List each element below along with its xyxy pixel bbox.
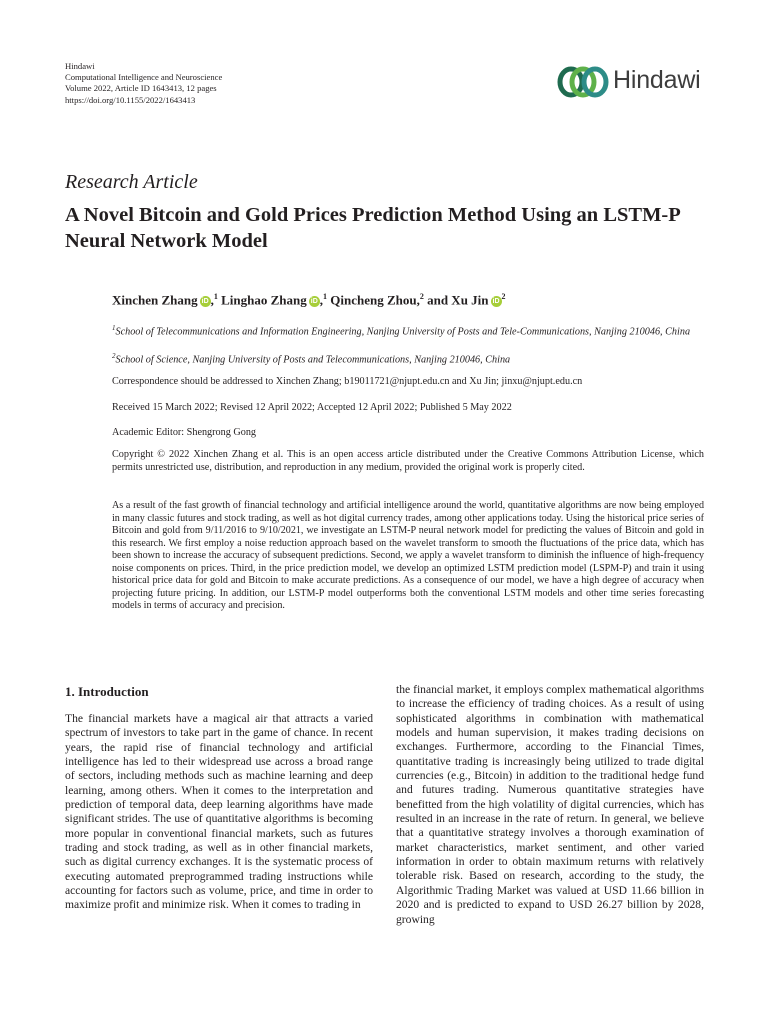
body-text-left-column: The financial markets have a magical air that attracts a varied spectrum of investors to take part in the game of chance. In recent years, the rapid rise of financial technology and artificial intelligence has led to their widespread use across a broad range of sectors, including methods such as machine learning and deep learning, among others. When it comes to the interpretation and prediction of temporal data, deep learning algorithms have made significant strides. The use of quantitative algorithms is becoming more popular in conventional financial markets, such as futures trading and stock trading, as well as in other financial markets, such as digital currency exchanges. It is the systematic process of executing automated preprogrammed trading instructions while accounting for factors such as volume, price, and time in order to maximize profit and minimize risk. When it comes to trading in [65,712,373,912]
affiliation: $^2$School of Science, Nanjing University of Posts and Telecommunications, Nanjing 210046, China [112,352,511,366]
author-affiliation-mark: 1 [323,292,327,301]
doi-link[interactable]: https://doi.org/10.1155/2022/1643413 [65,94,196,105]
author-name: Qincheng Zhou, [330,292,420,308]
article-type: Research Article [65,171,198,193]
body-text-right-column: the financial market, it employs complex mathematical algorithms to increase the efficiency of trading choices. As a result of using sophisticated algorithms in combination with mathematical models and human supervision, it makes trading decisions on exchanges. Furthermore, according to the Financial Times, quantitative trading is increasingly being utilized to trade digital currencies (e.g., Bitcoin) in addition to the traditional hedge fund and futures trading. Numerous quantitative strategies have benefitted from the high volatility of digital currencies, which has resulted in an increase in the rate of return. In general, we believe that a quantitative strategy involves a thorough examination of market characteristics, market sentiment, and other varied information in order to obtain maximum returns with relatively tolerable risk. Based on research, according to the study, the Algorithmic Trading Market was valued at USD 11.66 billion in 2020 and is predicted to expand to USD 26.27 billion by 2028, growing [396,683,704,926]
affiliation: $^1$School of Telecommunications and Information Engineering, Nanjing University of Posts and Tele-Communications, Nanjing 210046, China [112,324,691,338]
copyright-notice: Copyright © 2022 Xinchen Zhang et al. This is an open access article distributed under the Creative Commons Attribution License, which permits unrestricted use, distribution, and reproduction in any medium, provided the original work is properly cited. [112,449,704,474]
author-name: and Xu Jin [427,292,489,308]
correspondence: Correspondence should be addressed to Xinchen Zhang; b19011721@njupt.edu.cn and Xu Jin; jinxu@njupt.edu.cn [112,376,583,387]
journal-name: Computational Intelligence and Neuroscience [65,72,223,83]
author-affiliation-mark: 2 [501,292,506,301]
hindawi-logo-icon [557,63,613,101]
volume-info: Volume 2022, Article ID 1643413, 12 pages [65,83,217,94]
section-heading: 1. Introduction [65,684,149,699]
orcid-icon[interactable]: iD [310,298,318,306]
publication-dates: Received 15 March 2022; Revised 12 April 2022; Accepted 12 April 2022; Published 5 May 2022 [112,402,512,413]
orcid-icon[interactable]: iD [492,298,500,306]
publisher-name: Hindawi [65,61,95,71]
paper-title: A Novel Bitcoin and Gold Prices Prediction Method Using an LSTM-P Neural Network Model [65,204,680,252]
journal-meta [65,61,222,106]
orcid-icon[interactable]: iD [201,298,209,306]
logo-text: Hindawi [613,66,701,94]
academic-editor: Academic Editor: Shengrong Gong [112,427,257,438]
author-name: Linghao Zhang [221,292,307,308]
author-affiliation-mark: 2 [419,292,424,301]
author-list: Xinchen Zhang iD ,$^1$ Linghao Zhang iD ,$^1$ Qincheng Zhou,$^2$ and Xu Jin $iD^2$ [112,292,506,308]
abstract: As a result of the fast growth of financial technology and artificial intelligence around the world, quantitative algorithms are now being employed in many classic futures and stock trading, as well as hot digital currency trades, among other applications today. Using the historical price series of Bitcoin and gold from 9/11/2016 to 9/10/2021, we investigate an LSTM-P neural network model for predicting the values of Bitcoin and gold in this research. We first employ a noise reduction approach based on the wavelet transform to smooth the fluctuations of the price data, which has been shown to increase the accuracy of subsequent predictions. Second, we apply a wavelet transform to diminish the influence of high-frequency noise components on prices. Third, in the price prediction model, we develop an optimized LSTM prediction model (LSPM-P) and train it using historical price data for gold and Bitcoin to make accurate predictions. As a consequence of our model, we have a high degree of accuracy when projecting future pricing. In addition, our LSTM-P model outperforms both the conventional LSTM models and other time series forecasting models in terms of accuracy and precision. [112,500,704,611]
author-affiliation-mark: 1 [213,292,218,301]
author-name: Xinchen Zhang [112,292,198,308]
hindawi-logo [557,63,707,101]
